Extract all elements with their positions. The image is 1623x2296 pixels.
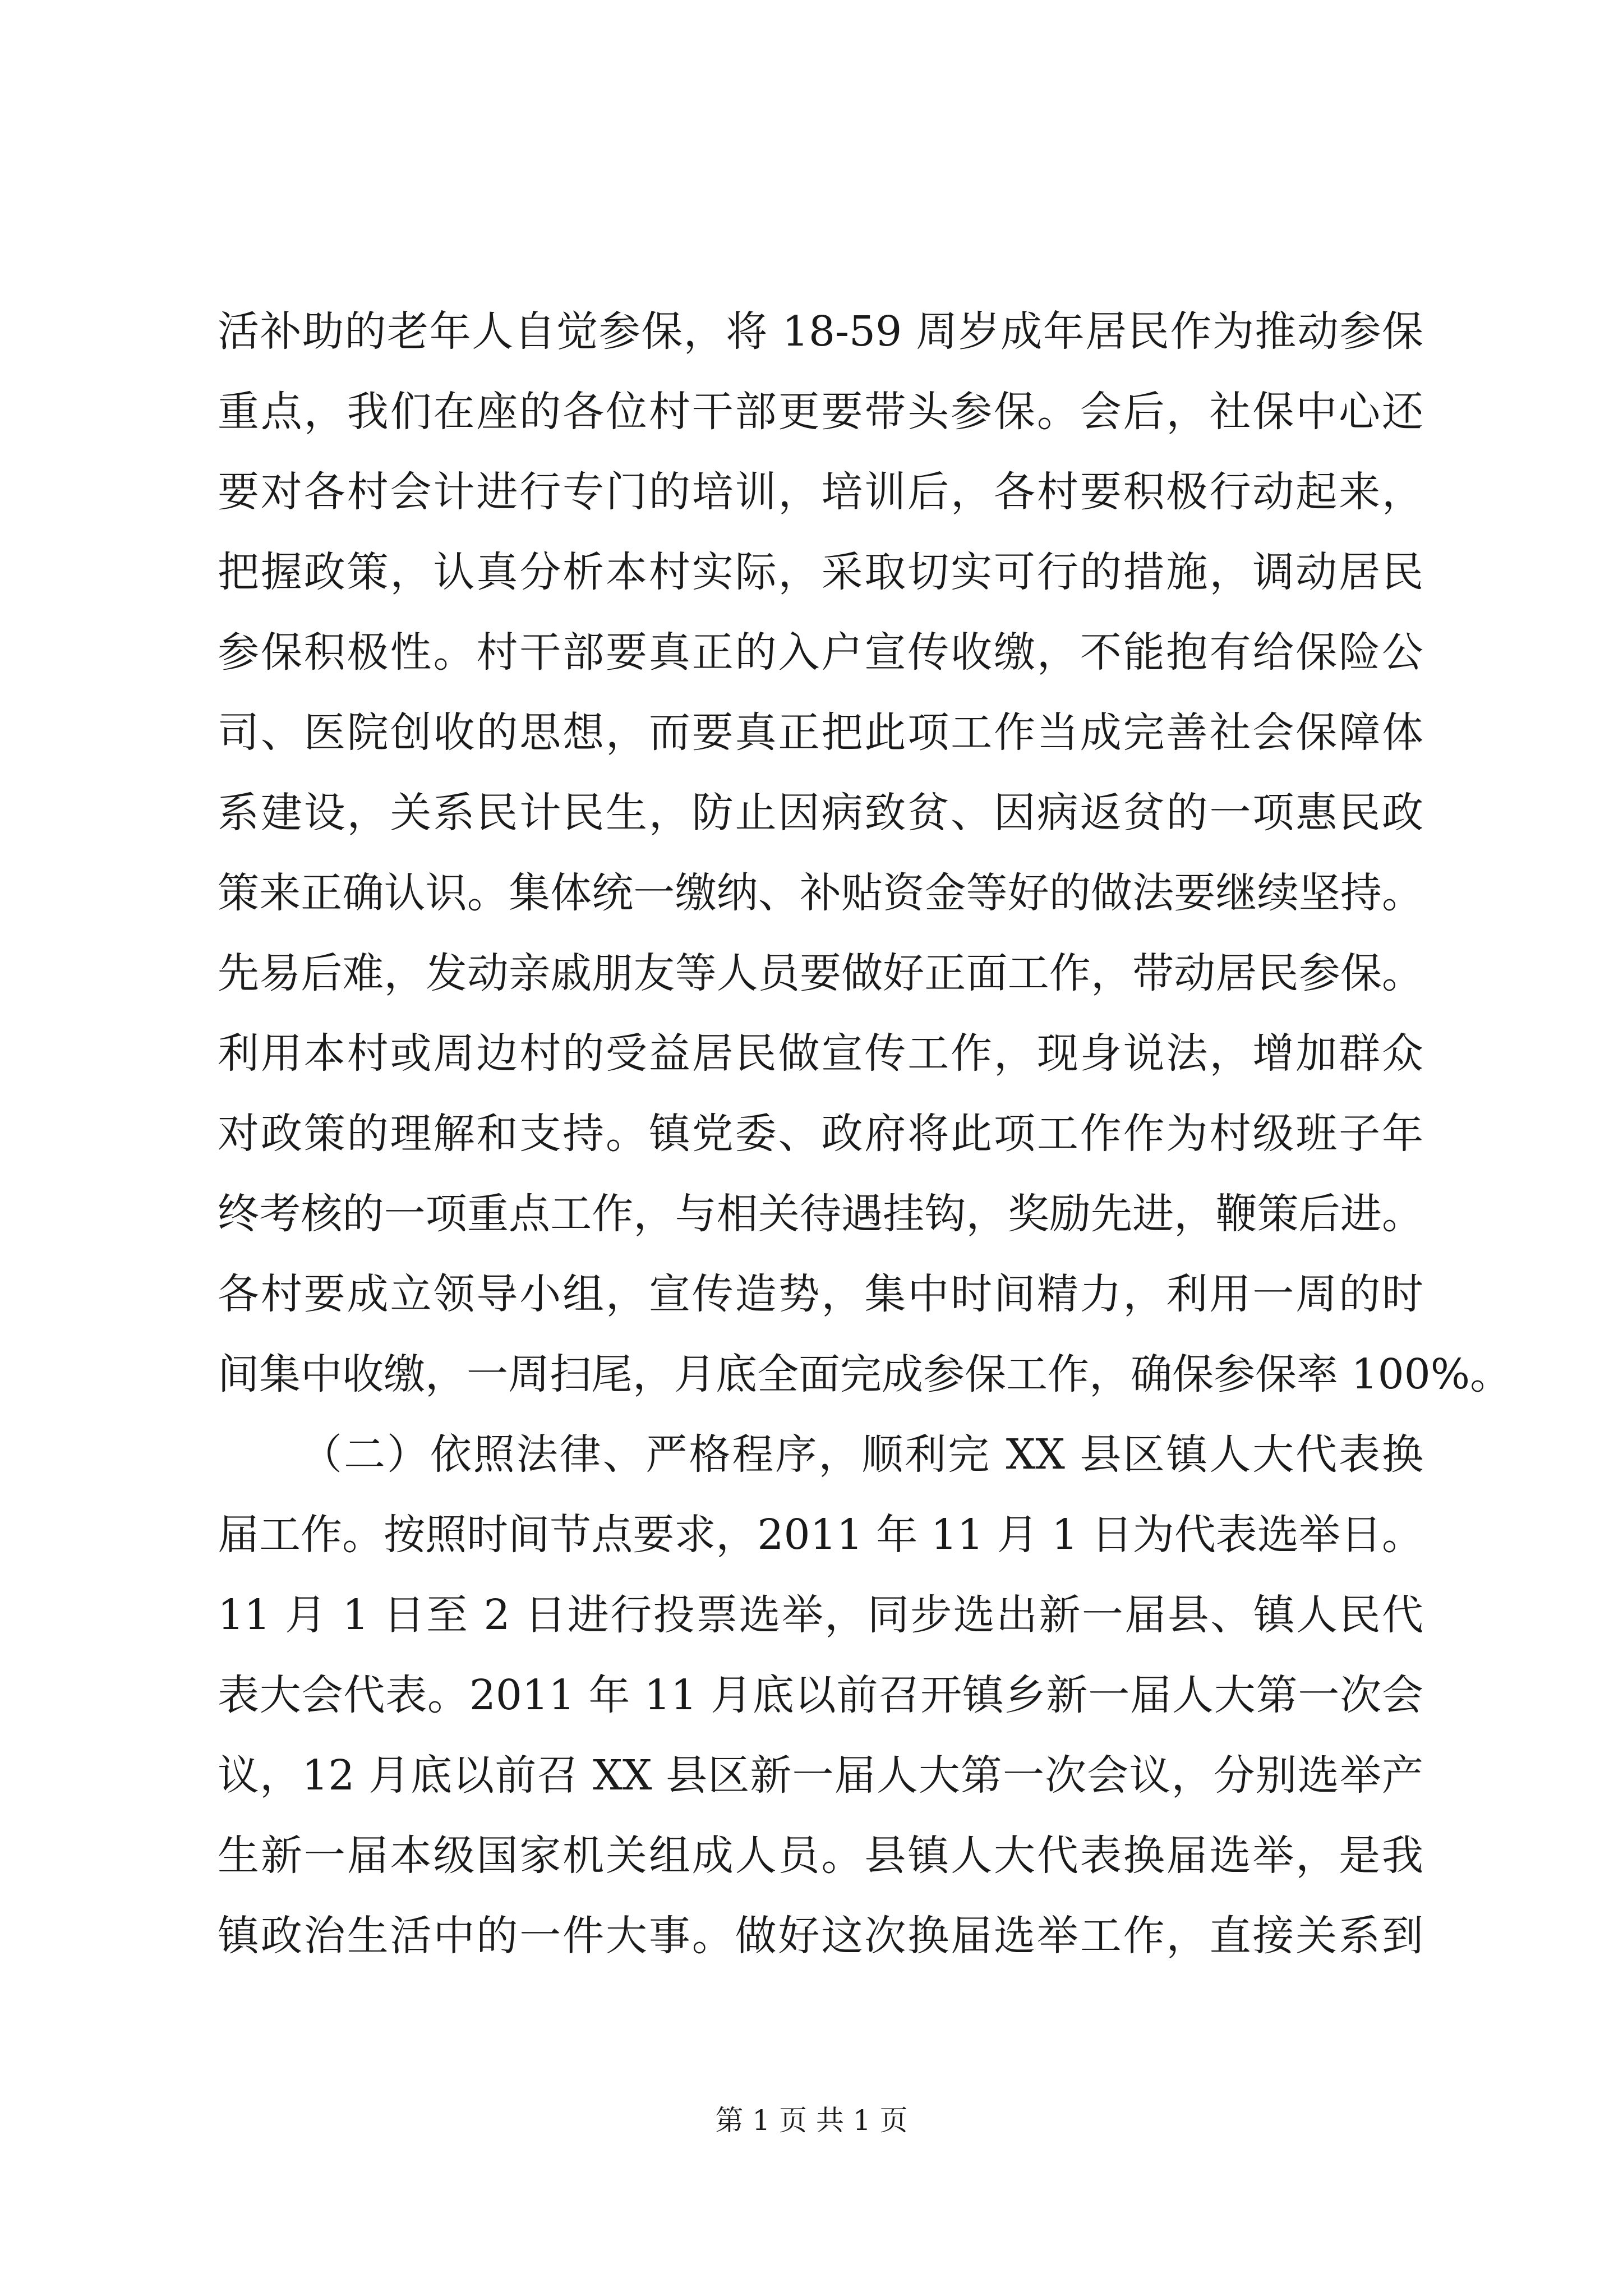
document-body	[218, 292, 1512, 1976]
text-line: 重点，我们在座的各位村干部更要带头参保。会后，社保中心还	[218, 388, 1423, 436]
text-line: 届工作。按照时间节点要求，2011 年 11 月 1 日为代表选举日。	[218, 1511, 1423, 1559]
text-line: 司、医院创收的思想，而要真正把此项工作当成完善社会保障体	[218, 708, 1423, 757]
text-line: 把握政策，认真分析本村实际，采取切实可行的措施，调动居民	[218, 548, 1423, 596]
text-line: 利用本村或周边村的受益居民做宣传工作，现身说法，增加群众	[218, 1029, 1423, 1078]
text-line: 先易后难，发动亲戚朋友等人员要做好正面工作，带动居民参保。	[218, 949, 1423, 997]
text-line: 议，12 月底以前召 XX 县区新一届人大第一次会议，分别选举产	[218, 1751, 1423, 1800]
text-line: 11 月 1 日至 2 日进行投票选举，同步选出新一届县、镇人民代	[218, 1591, 1423, 1639]
page-footer: 第 1 页 共 1 页	[715, 2104, 908, 2137]
text-line: 各村要成立领导小组，宣传造势，集中时间精力，利用一周的时	[218, 1270, 1423, 1318]
text-line: 系建设，关系民计民生，防止因病致贫、因病返贫的一项惠民政	[218, 789, 1423, 837]
text-line: 要对各村会计进行专门的培训，培训后，各村要积极行动起来，	[218, 468, 1423, 516]
text-line: 镇政治生活中的一件大事。做好这次换届选举工作，直接关系到	[218, 1912, 1423, 1960]
text-line: 活补助的老年人自觉参保，将 18-59 周岁成年居民作为推动参保	[218, 307, 1423, 356]
text-line: 对政策的理解和支持。镇党委、政府将此项工作作为村级班子年	[218, 1110, 1423, 1158]
text-line: 间集中收缴，一周扫尾，月底全面完成参保工作，确保参保率 100%。	[218, 1350, 1512, 1398]
text-line: 终考核的一项重点工作，与相关待遇挂钩，奖励先进，鞭策后进。	[218, 1190, 1423, 1238]
text-line: 生新一届本级国家机关组成人员。县镇人大代表换届选举，是我	[218, 1832, 1423, 1880]
section-heading-line: （二）依照法律、严格程序，顺利完 XX 县区镇人大代表换	[301, 1430, 1423, 1479]
text-line: 策来正确认识。集体统一缴纳、补贴资金等好的做法要继续坚持。	[218, 869, 1423, 917]
text-line: 表大会代表。2011 年 11 月底以前召开镇乡新一届人大第一次会	[218, 1671, 1423, 1719]
text-line: 参保积极性。村干部要真正的入户宣传收缴，不能抱有给保险公	[218, 628, 1423, 677]
